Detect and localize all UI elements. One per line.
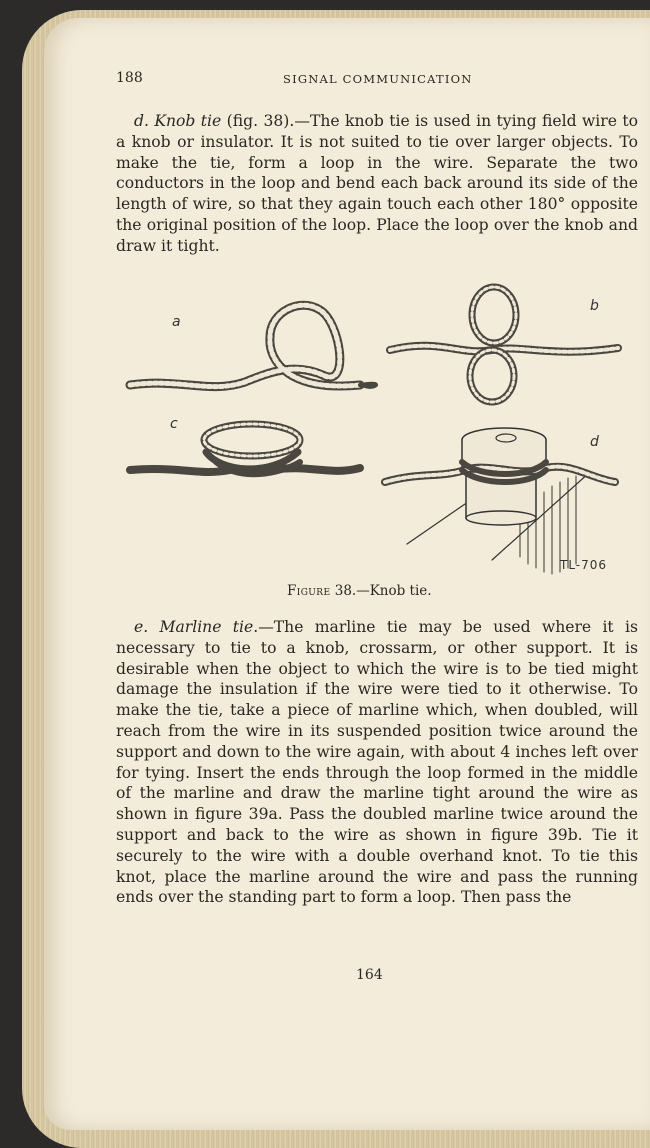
knob-tie-step-a	[130, 305, 376, 387]
caption-prefix: Figure	[287, 583, 331, 599]
section-label-e: e.	[134, 618, 149, 636]
knob-tie-step-c	[130, 424, 360, 474]
figure-label-a: a	[172, 314, 181, 330]
figure-38-knob-tie	[120, 282, 630, 592]
section-label-d: d.	[134, 112, 149, 130]
figure-label-b: b	[590, 298, 599, 314]
page-header	[116, 70, 636, 90]
section-title-knob-tie: Knob tie	[154, 112, 222, 130]
running-head: SIGNAL COMMUNICATION	[283, 72, 473, 86]
knob-tie-step-d	[385, 428, 615, 574]
figure-label-c: c	[170, 416, 178, 432]
figure-reference: (fig. 38)	[226, 112, 290, 130]
paragraph-text-d: .—The knob tie is used in tying field wire to a knob or insulator. It is not suited to tie over larger objects. To make the tie, form a loop in the wire. Separate the two conductors in the loop and bend each back around its side of the length of wire, so that they again touch each other 180° opposite the original position of the loop. Place the loop over the knob and draw it tight.	[116, 112, 638, 255]
figure-label-d: d	[590, 434, 599, 450]
figure-caption	[287, 583, 432, 599]
page-number-top: 188	[116, 70, 143, 86]
paragraph-text-e: .—The marline tie may be used where it is necessary to tie to a knob, crossarm, or other support. It is desirable when the object to which the wire is to be tied might damage the insulation if the wire were tied to it otherwise. To make the tie, take a piece of marline which, when doubled, will reach from the wire in its suspended position twice around the support and down to the wire again, with about 4 inches left over for tying. Insert the ends through the loop formed in the middle of the marline and draw the marline tight around the wire as shown in figure 39a. Pass the doubled marline twice around the support and back to the wire as shown in figure 39b. Tie it securely to the wire with a double overhand knot. To tie this knot, place the marline around the wire and pass the running ends over the standing part to form a loop. Then pass the	[116, 618, 638, 907]
knob-tie-illustration	[120, 282, 630, 592]
caption-text: 38.—Knob tie.	[330, 583, 432, 599]
knob-tie-step-b	[390, 287, 618, 402]
page-number-bottom: 164	[356, 967, 383, 983]
paragraph-marline-tie	[116, 617, 638, 908]
figure-id: TL-706	[560, 558, 608, 572]
section-title-marline-tie: Marline tie	[159, 618, 254, 636]
paragraph-knob-tie	[116, 111, 638, 257]
